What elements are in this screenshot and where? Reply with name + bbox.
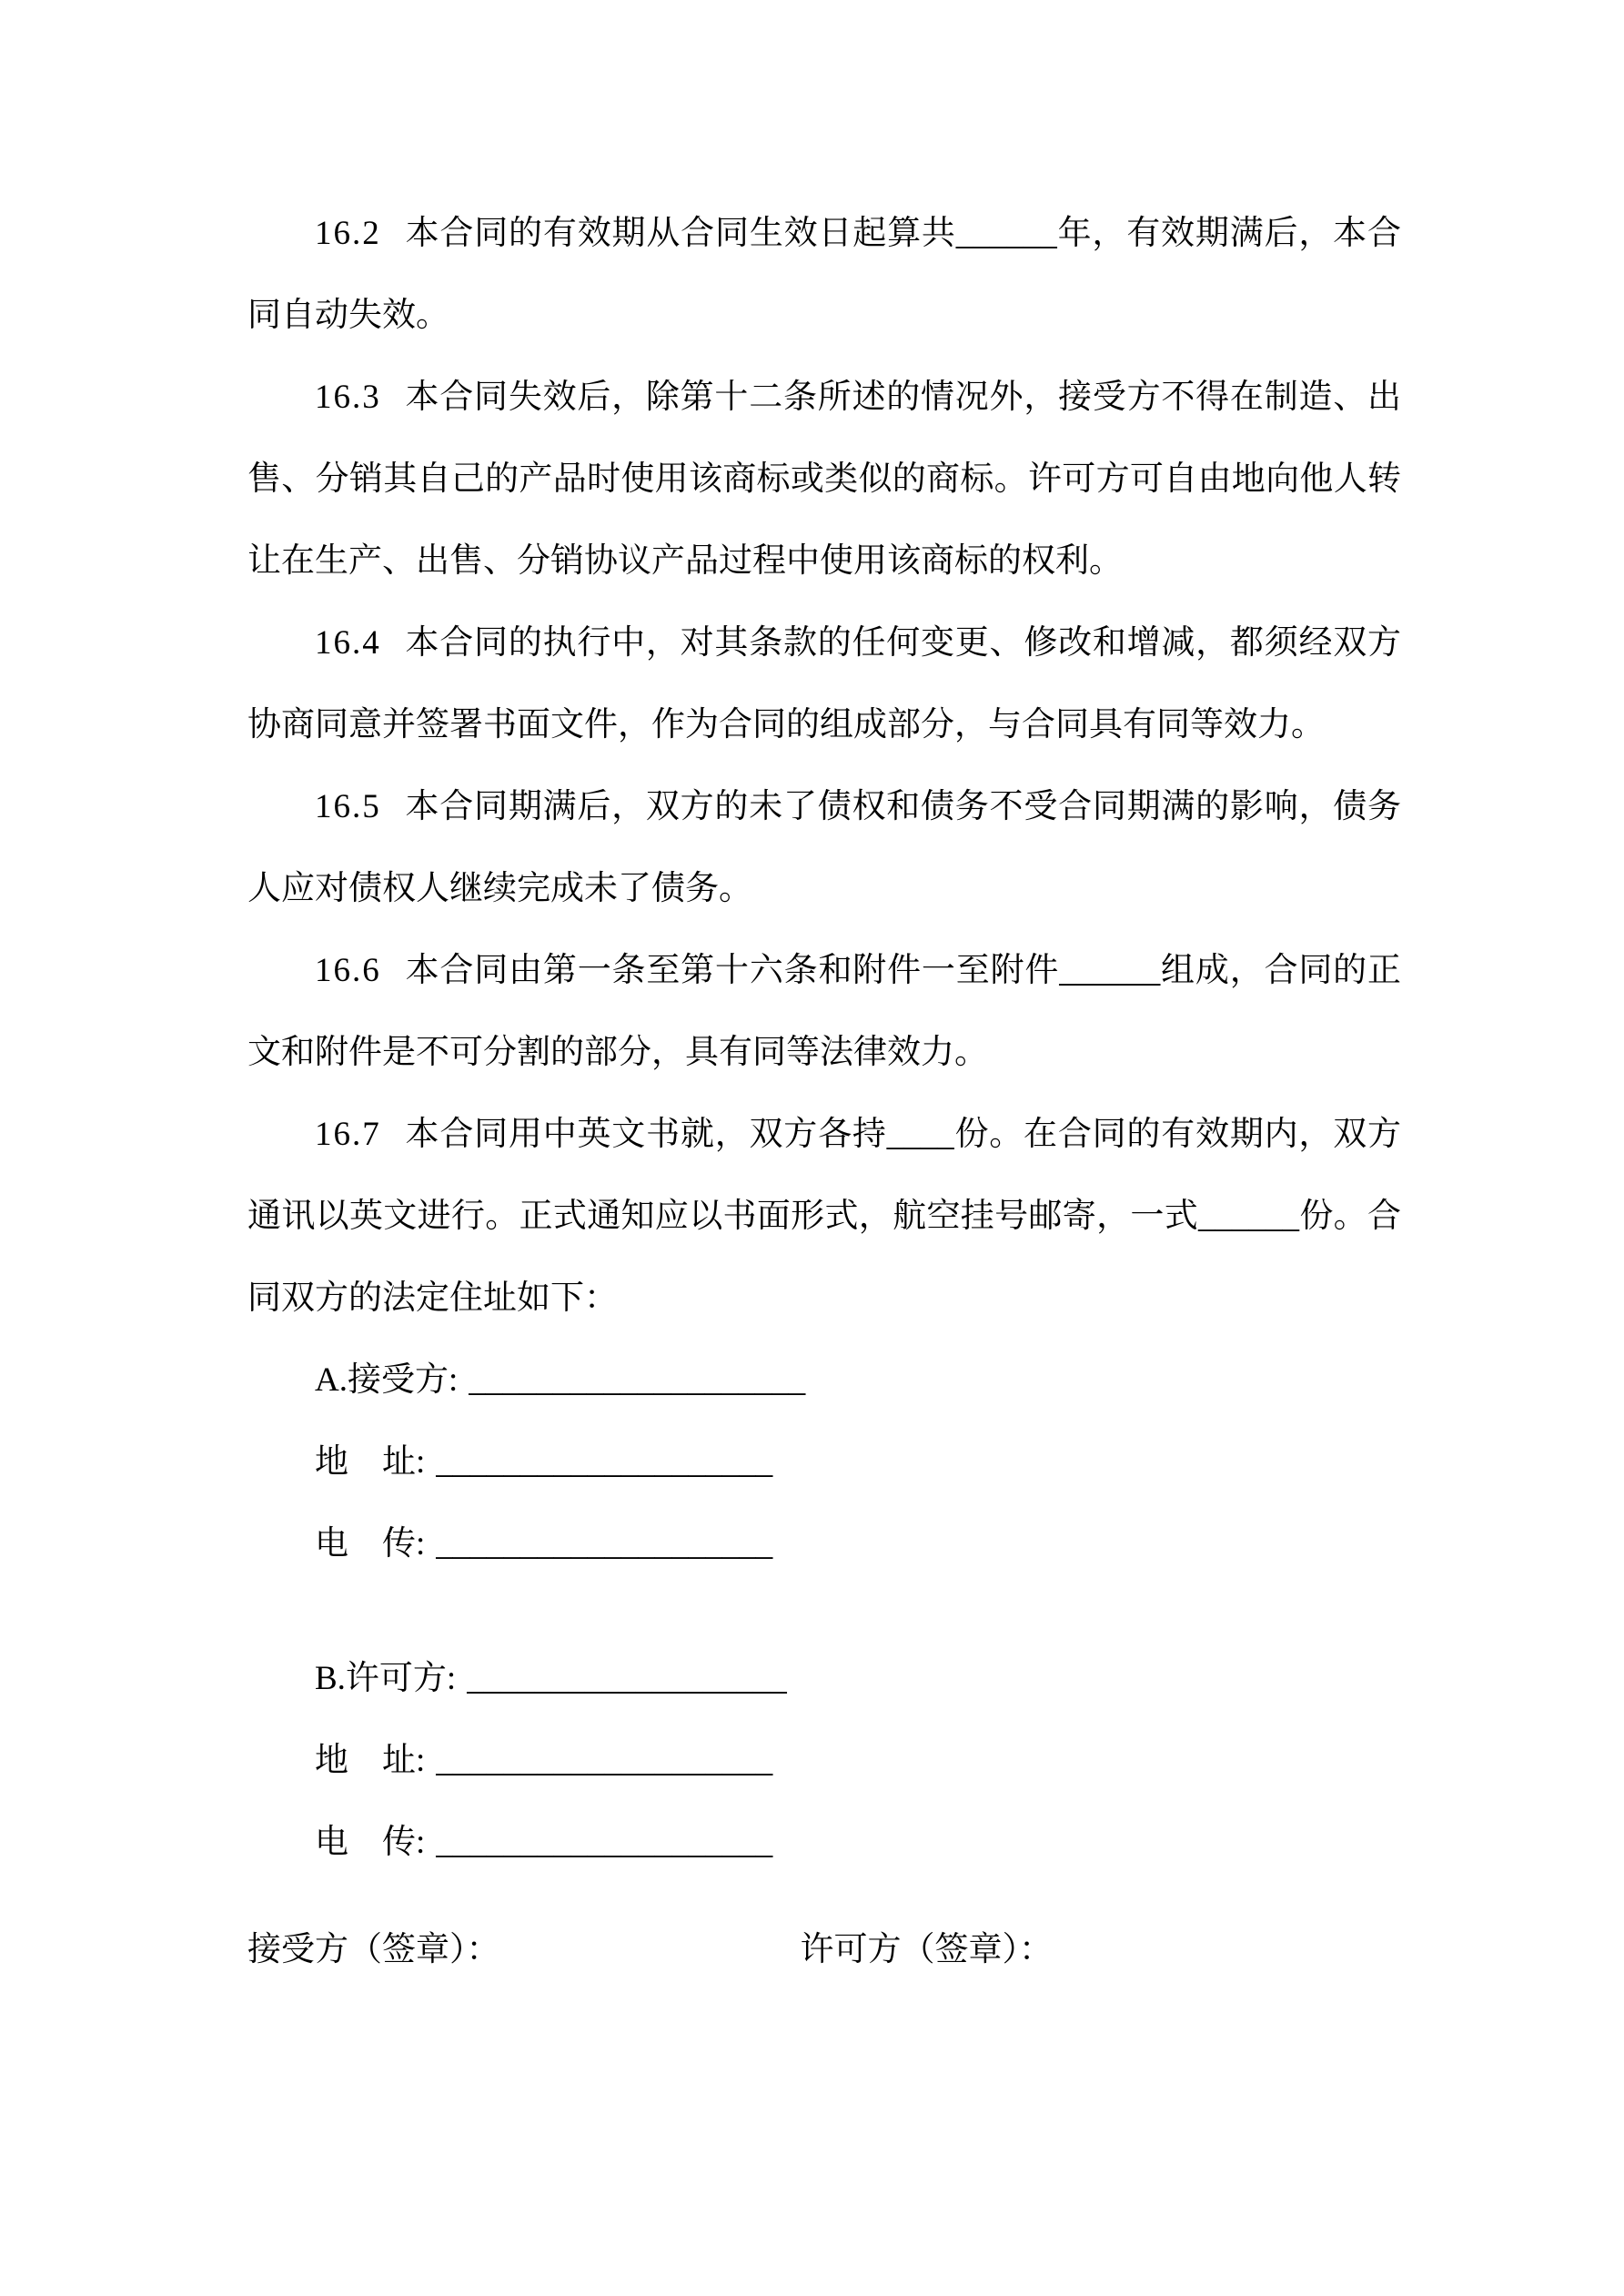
party-a-address-label: 地 址:	[315, 1443, 426, 1481]
party-a-name-label: A.接受方:	[315, 1361, 459, 1399]
party-b-name-blank: ___________________	[467, 1660, 787, 1697]
clause-16-2-number: 16.2	[315, 215, 381, 252]
party-a-telex-label: 电 传:	[315, 1525, 426, 1563]
clause-16-6	[247, 930, 1401, 1094]
recipient-signature-label: 接受方（签章）：	[247, 1931, 500, 1968]
party-b-name-line	[247, 1638, 1401, 1720]
party-a-name-line	[247, 1340, 1401, 1421]
clause-16-2	[247, 193, 1401, 357]
clause-16-7	[247, 1094, 1401, 1340]
clause-16-6-number: 16.6	[315, 952, 381, 989]
clause-16-4	[247, 602, 1401, 766]
clause-16-5	[247, 766, 1401, 930]
clause-16-3-number: 16.3	[315, 379, 381, 416]
signature-row	[247, 1909, 1401, 1991]
party-a-address-line	[247, 1421, 1401, 1503]
party-b-telex-line	[247, 1802, 1401, 1884]
clause-16-7-number: 16.7	[315, 1116, 381, 1153]
clause-16-6-text: 本合同由第一条至第十六条和附件一至附件______组成，合同的正文和附件是不可分割的部分，具有同等法律效力。	[247, 952, 1401, 1071]
party-b-address-label: 地 址:	[315, 1742, 426, 1779]
party-b-name-label: B.许可方:	[315, 1660, 457, 1697]
party-a-address-blank: ____________________	[436, 1443, 773, 1481]
licensor-signature-label: 许可方（签章）：	[800, 1931, 1053, 1968]
party-a-telex-blank: ____________________	[436, 1525, 773, 1563]
clause-16-3	[247, 357, 1401, 602]
party-a-block	[247, 1340, 1401, 1585]
clause-16-3-text: 本合同失效后，除第十二条所述的情况外，接受方不得在制造、出售、分销其自己的产品时使用该商标或类似的商标。许可方可自由地向他人转让在生产、出售、分销协议产品过程中使用该商标的权利。	[247, 379, 1401, 580]
clause-16-7-text: 本合同用中英文书就，双方各持____份。在合同的有效期内，双方通讯以英文进行。正式通知应以书面形式，航空挂号邮寄，一式______份。合同双方的法定住址如下：	[247, 1116, 1401, 1317]
clause-16-5-text: 本合同期满后，双方的未了债权和债务不受合同期满的影响，债务人应对债权人继续完成未了债务。	[247, 788, 1401, 907]
party-a-telex-line	[247, 1503, 1401, 1585]
party-b-address-blank: ____________________	[436, 1742, 773, 1779]
party-b-block	[247, 1638, 1401, 1884]
party-b-address-line	[247, 1720, 1401, 1802]
party-a-name-blank: ____________________	[469, 1361, 806, 1399]
clause-16-5-number: 16.5	[315, 788, 381, 825]
clause-16-4-number: 16.4	[315, 624, 381, 662]
clause-16-4-text: 本合同的执行中，对其条款的任何变更、修改和增减，都须经双方协商同意并签署书面文件，作为合同的组成部分，与合同具有同等效力。	[247, 624, 1401, 743]
party-b-telex-label: 电 传:	[315, 1824, 426, 1861]
clause-16-2-text: 本合同的有效期从合同生效日起算共______年，有效期满后，本合同自动失效。	[247, 215, 1401, 334]
party-b-telex-blank: ____________________	[436, 1824, 773, 1861]
